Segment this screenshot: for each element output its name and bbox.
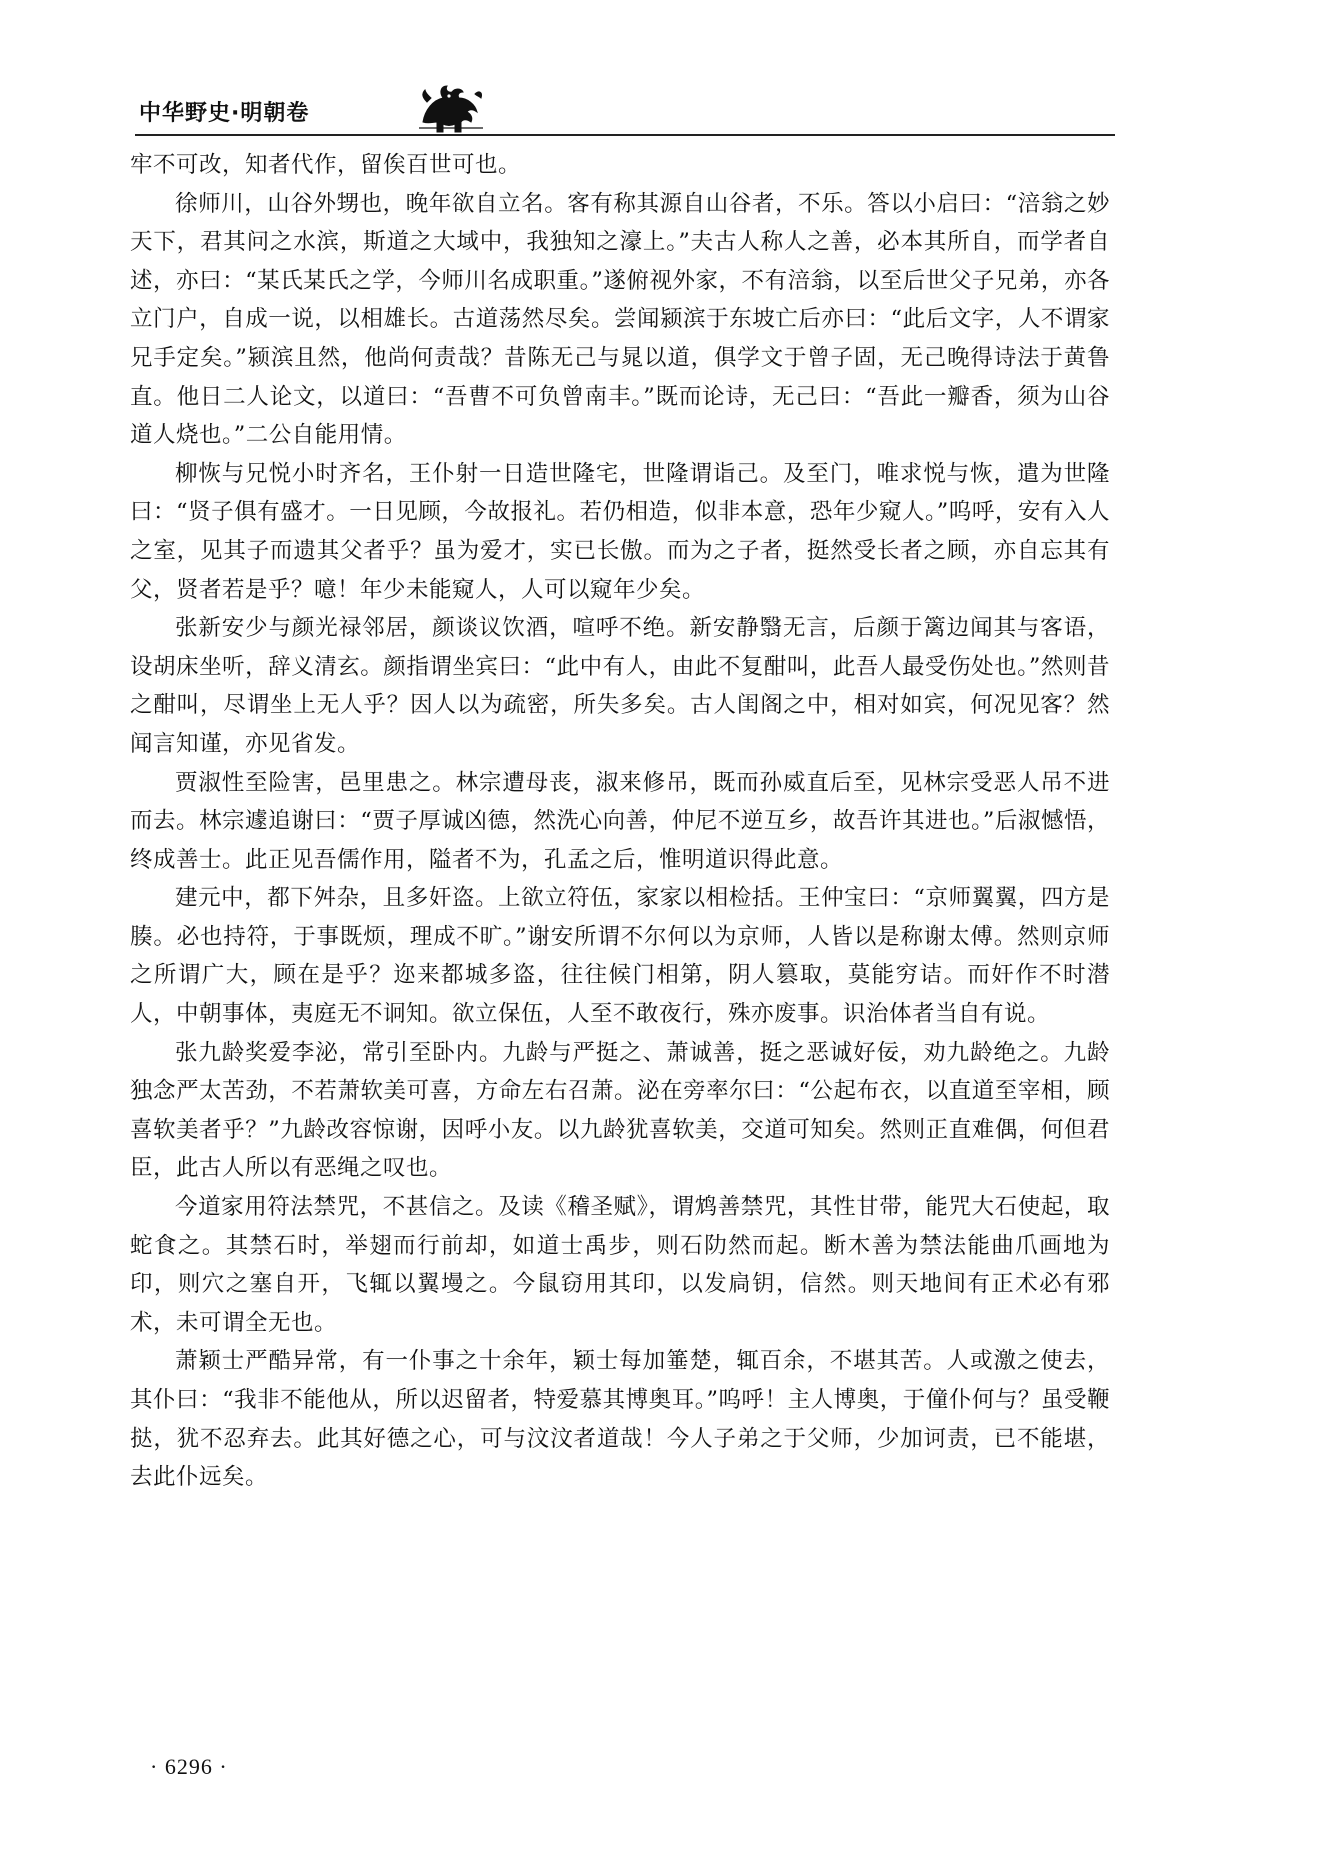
paragraph-7: 张九龄奖爱李泌，常引至卧内。九龄与严挺之、萧诚善，挺之恶诚好佞，劝九龄绝之。九龄独念严太苦劲，不若萧软美可喜，方命左右召萧。泌在旁率尔曰：“公起布衣，以直道至宰相，顾喜软美者乎？”九龄改容惊谢，因呼小友。以九龄犹喜软美，交道可知矣。然则正直难偶，何但君臣，此古人所以有恶绳之叹也。 <box>130 1039 1110 1182</box>
page-header <box>135 88 1115 136</box>
paragraph-1: 牢不可改，知者代作，留俟百世可也。 <box>130 152 522 178</box>
paragraph-4: 张新安少与颜光禄邻居，颜谈议饮酒，喧呼不绝。新安静翳无言，后颜于篱边闻其与客语，设胡床坐听，辞义清玄。颜指谓坐宾曰：“此中有人，由此不复酣叫，此吾人最受伤处也。”然则昔之酣叫，尽谓坐上无人乎？因人以为疏密，所失多矣。古人闺阁之中，相对如宾，何况见客？然闻言知谨，亦见省发。 <box>130 615 1110 757</box>
header-rule <box>135 134 1115 136</box>
paragraph-5: 贾淑性至险害，邑里患之。林宗遭母丧，淑来修吊，既而孙威直后至，见林宗受恶人吊不进而去。林宗遽追谢曰：“贾子厚诚凶德，然洗心向善，仲尼不逆互乡，故吾许其进也。”后淑憾悟，终成善士。此正见吾儒作用，隘者不为，孔孟之后，惟明道识得此意。 <box>130 769 1110 873</box>
page-number: · 6296 · <box>150 1754 228 1779</box>
main-text <box>130 146 1110 1497</box>
paragraph-3: 柳恢与兄悦小时齐名，王仆射一日造世隆宅，世隆谓诣己。及至门，唯求悦与恢，遣为世隆曰：“贤子俱有盛才。一日见顾，今故报礼。若仍相造，似非本意，恐年少窥人。”呜呼，安有入人之室，见其子而遗其父者乎？虽为爱才，实已长傲。而为之子者，挺然受长者之顾，亦自忘其有父，贤者若是乎？噫！年少未能窥人，人可以窥年少矣。 <box>130 460 1110 603</box>
paragraph-9: 萧颖士严酷异常，有一仆事之十余年，颖士每加箠楚，辄百余，不堪其苦。人或激之使去，其仆曰：“我非不能他从，所以迟留者，特爱慕其博奥耳。”呜呼！主人博奥，于僮仆何与？虽受鞭挞，犹不忍弃去。此其好德之心，可与汶汶者道哉！今人子弟之于父师，少加诃责，已不能堪，去此仆远矣。 <box>130 1348 1110 1491</box>
book-title: 中华野史·明朝卷 <box>139 101 310 126</box>
paragraph-2: 徐师川，山谷外甥也，晚年欲自立名。客有称其源自山谷者，不乐。答以小启曰：“涪翁之妙天下，君其问之水滨，斯道之大域中，我独知之濠上。”夫古人称人之善，必本其所自，而学者自述，亦曰：“某氏某氏之学，今师川名成职重。”遂俯视外家，不有涪翁，以至后世父子兄弟，亦各立门户，自成一说，以相雄长。古道荡然尽矣。尝闻颍滨于东坡亡后亦曰：“此后文字，人不谓家兄手定矣。”颍滨且然，他尚何责哉？昔陈无己与晁以道，俱学文于曾子固，无己晚得诗法于黄鲁直。他日二人论文，以道曰：“吾曹不可负曾南丰。”既而论诗，无己曰：“吾此一瓣香，须为山谷道人烧也。”二公自能用情。 <box>130 190 1110 449</box>
paragraph-6: 建元中，都下舛杂，且多奸盗。上欲立符伍，家家以相检括。王仲宝曰：“京师翼翼，四方是腠。必也持符，于事既烦，理成不旷。”谢安所谓不尔何以为京师，人皆以是称谢太傅。然则京师之所谓广大，顾在是乎？迩来都城多盗，往往候门相第，阴人篡取，莫能穷诘。而奸作不时潜人，中朝事体，夷庭无不诇知。欲立保伍，人至不敢夜行，殊亦废事。识治体者当自有说。 <box>130 885 1110 1028</box>
dragon-emblem-icon <box>415 82 487 138</box>
paragraph-8: 今道家用符法禁咒，不甚信之。及读《稽圣赋》，谓鸩善禁咒，其性甘带，能咒大石使起，取蛇食之。其禁石时，举翅而行前却，如道士禹步，则石阞然而起。断木善为禁法能曲爪画地为印，则穴之塞自开，飞辄以翼墁之。今鼠窃用其印，以发扃钥，信然。则天地间有正术必有邪术，未可谓全无也。 <box>130 1194 1110 1336</box>
